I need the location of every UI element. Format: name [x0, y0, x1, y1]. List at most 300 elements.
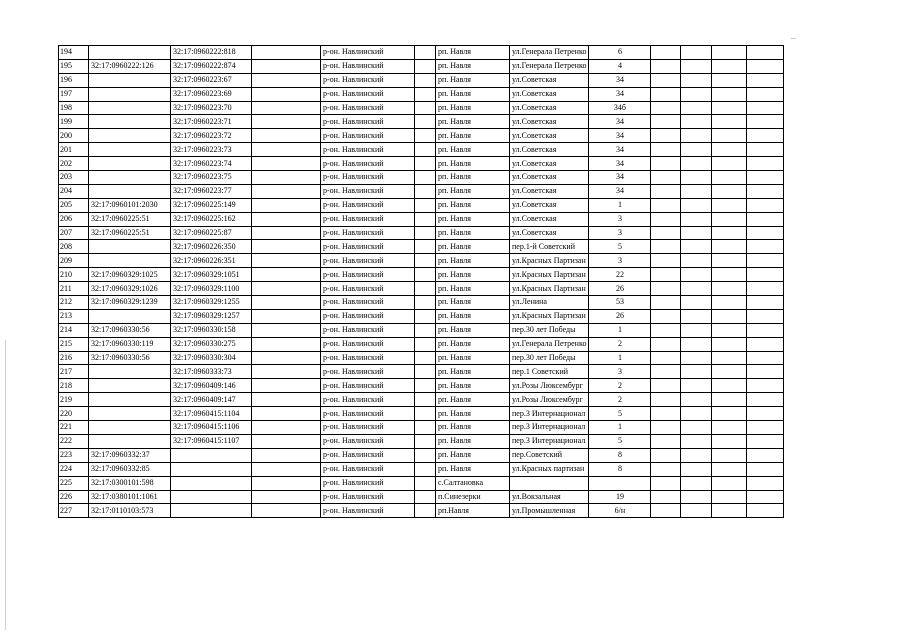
table-row: [59, 115, 784, 129]
empty-cell: [712, 115, 747, 129]
row-number-cell: 224: [59, 462, 89, 476]
row-number-cell: 205: [59, 198, 89, 212]
district-cell: р-он. Навлинский: [321, 407, 415, 421]
district-cell: р-он. Навлинский: [321, 351, 415, 365]
cadastral-number-new-cell: 32:17:0960226:350: [171, 240, 252, 254]
empty-cell: [415, 504, 436, 518]
street-cell: ул.Советская: [510, 171, 589, 185]
empty-cell: [252, 46, 321, 60]
settlement-cell: с.Салтановка: [436, 476, 510, 490]
cadastral-number-cell: [89, 309, 171, 323]
cadastral-number-new-cell: [171, 448, 252, 462]
empty-cell: [651, 240, 681, 254]
empty-cell: [712, 490, 747, 504]
empty-cell: [747, 365, 784, 379]
empty-cell: [747, 296, 784, 310]
district-cell: р-он. Навлинский: [321, 337, 415, 351]
empty-cell: [681, 351, 712, 365]
empty-cell: [651, 171, 681, 185]
empty-cell: [252, 476, 321, 490]
empty-cell: [252, 296, 321, 310]
row-number-cell: 227: [59, 504, 89, 518]
district-cell: р-он. Навлинский: [321, 504, 415, 518]
table-row: [59, 323, 784, 337]
empty-cell: [651, 379, 681, 393]
cadastral-number-new-cell: 32:17:0960225:149: [171, 198, 252, 212]
row-number-cell: 201: [59, 143, 89, 157]
house-number-cell: 19: [589, 490, 651, 504]
cadastral-number-new-cell: 32:17:0960409:146: [171, 379, 252, 393]
empty-cell: [712, 421, 747, 435]
empty-cell: [252, 254, 321, 268]
settlement-cell: рп. Навля: [436, 115, 510, 129]
house-number-cell: 5: [589, 240, 651, 254]
table-row: [59, 476, 784, 490]
house-number-cell: 22: [589, 268, 651, 282]
table-row: [59, 101, 784, 115]
cadastral-number-cell: 32:17:0960332:37: [89, 448, 171, 462]
street-cell: ул.Советская: [510, 101, 589, 115]
empty-cell: [651, 212, 681, 226]
cadastral-number-cell: [89, 407, 171, 421]
settlement-cell: рп. Навля: [436, 73, 510, 87]
empty-cell: [252, 143, 321, 157]
street-cell: ул.Красных Партизан: [510, 309, 589, 323]
district-cell: р-он. Навлинский: [321, 240, 415, 254]
empty-cell: [651, 59, 681, 73]
empty-cell: [747, 129, 784, 143]
house-number-cell: 5: [589, 434, 651, 448]
table-row: [59, 379, 784, 393]
street-cell: ул.Советская: [510, 115, 589, 129]
row-number-cell: 197: [59, 87, 89, 101]
empty-cell: [681, 143, 712, 157]
settlement-cell: рп. Навля: [436, 157, 510, 171]
row-number-cell: 226: [59, 490, 89, 504]
table-row: [59, 143, 784, 157]
settlement-cell: рп. Навля: [436, 46, 510, 60]
empty-cell: [681, 198, 712, 212]
house-number-cell: 34: [589, 73, 651, 87]
cadastral-number-new-cell: 32:17:0960223:75: [171, 171, 252, 185]
street-cell: ул.Генерала Петренко: [510, 46, 589, 60]
row-number-cell: 211: [59, 282, 89, 296]
empty-cell: [651, 504, 681, 518]
cadastral-number-cell: [89, 157, 171, 171]
empty-cell: [415, 337, 436, 351]
empty-cell: [415, 254, 436, 268]
settlement-cell: рп. Навля: [436, 212, 510, 226]
cadastral-number-new-cell: 32:17:0960225:162: [171, 212, 252, 226]
empty-cell: [712, 198, 747, 212]
empty-cell: [747, 448, 784, 462]
house-number-cell: 53: [589, 296, 651, 310]
table-row: [59, 448, 784, 462]
house-number-cell: [589, 476, 651, 490]
empty-cell: [415, 296, 436, 310]
house-number-cell: 34б: [589, 101, 651, 115]
empty-cell: [651, 87, 681, 101]
empty-cell: [712, 379, 747, 393]
row-number-cell: 203: [59, 171, 89, 185]
empty-cell: [252, 323, 321, 337]
empty-cell: [712, 476, 747, 490]
cadastral-number-new-cell: 32:17:0960223:70: [171, 101, 252, 115]
empty-cell: [415, 268, 436, 282]
district-cell: р-он. Навлинский: [321, 129, 415, 143]
house-number-cell: 34: [589, 157, 651, 171]
cadastral-number-cell: [89, 184, 171, 198]
empty-cell: [651, 184, 681, 198]
empty-cell: [681, 282, 712, 296]
empty-cell: [681, 296, 712, 310]
empty-cell: [415, 184, 436, 198]
empty-cell: [415, 351, 436, 365]
street-cell: пер.1-й Советский: [510, 240, 589, 254]
empty-cell: [712, 59, 747, 73]
row-number-cell: 219: [59, 393, 89, 407]
empty-cell: [415, 448, 436, 462]
cadastral-number-new-cell: [171, 476, 252, 490]
district-cell: р-он. Навлинский: [321, 379, 415, 393]
cadastral-number-new-cell: 32:17:0960223:73: [171, 143, 252, 157]
street-cell: ул.Вокзальная: [510, 490, 589, 504]
empty-cell: [681, 309, 712, 323]
empty-cell: [747, 198, 784, 212]
empty-cell: [712, 143, 747, 157]
empty-cell: [747, 421, 784, 435]
empty-cell: [651, 462, 681, 476]
cadastral-number-cell: [89, 171, 171, 185]
cadastral-number-new-cell: 32:17:0960226:351: [171, 254, 252, 268]
district-cell: р-он. Навлинский: [321, 296, 415, 310]
cadastral-number-cell: 32:17:0110103:573: [89, 504, 171, 518]
settlement-cell: рп. Навля: [436, 226, 510, 240]
cadastral-number-cell: 32:17:0960101:2030: [89, 198, 171, 212]
empty-cell: [415, 101, 436, 115]
empty-cell: [681, 476, 712, 490]
empty-cell: [252, 393, 321, 407]
street-cell: ул.Красных Партизан: [510, 268, 589, 282]
table-row: [59, 434, 784, 448]
cadastral-number-new-cell: 32:17:0960223:77: [171, 184, 252, 198]
empty-cell: [651, 393, 681, 407]
empty-cell: [712, 268, 747, 282]
table-row: [59, 73, 784, 87]
empty-cell: [747, 504, 784, 518]
row-number-cell: 212: [59, 296, 89, 310]
cadastral-number-new-cell: 32:17:0960329:1100: [171, 282, 252, 296]
row-number-cell: 217: [59, 365, 89, 379]
empty-cell: [681, 393, 712, 407]
row-number-cell: 200: [59, 129, 89, 143]
empty-cell: [681, 337, 712, 351]
cadastral-number-cell: [89, 379, 171, 393]
street-cell: ул.Красных Партизан: [510, 254, 589, 268]
cadastral-number-cell: [89, 143, 171, 157]
empty-cell: [252, 115, 321, 129]
cadastral-number-cell: [89, 434, 171, 448]
cadastral-number-new-cell: 32:17:0960223:69: [171, 87, 252, 101]
empty-cell: [651, 254, 681, 268]
empty-cell: [747, 115, 784, 129]
empty-cell: [747, 171, 784, 185]
district-cell: р-он. Навлинский: [321, 282, 415, 296]
empty-cell: [712, 212, 747, 226]
empty-cell: [712, 171, 747, 185]
district-cell: р-он. Навлинский: [321, 254, 415, 268]
row-number-cell: 195: [59, 59, 89, 73]
empty-cell: [651, 448, 681, 462]
empty-cell: [651, 73, 681, 87]
house-number-cell: 1: [589, 198, 651, 212]
house-number-cell: 4: [589, 59, 651, 73]
row-number-cell: 209: [59, 254, 89, 268]
empty-cell: [651, 268, 681, 282]
empty-cell: [415, 46, 436, 60]
empty-cell: [681, 240, 712, 254]
street-cell: пер.Советский: [510, 448, 589, 462]
table-row: [59, 282, 784, 296]
empty-cell: [252, 309, 321, 323]
district-cell: р-он. Навлинский: [321, 184, 415, 198]
empty-cell: [415, 157, 436, 171]
house-number-cell: 1: [589, 351, 651, 365]
empty-cell: [252, 226, 321, 240]
street-cell: ул.Советская: [510, 198, 589, 212]
row-number-cell: 198: [59, 101, 89, 115]
empty-cell: [415, 59, 436, 73]
empty-cell: [681, 379, 712, 393]
empty-cell: [415, 143, 436, 157]
empty-cell: [252, 282, 321, 296]
empty-cell: [712, 504, 747, 518]
empty-cell: [252, 240, 321, 254]
house-number-cell: 34: [589, 87, 651, 101]
settlement-cell: рп. Навля: [436, 198, 510, 212]
land-plot-table: [58, 45, 784, 518]
empty-cell: [415, 323, 436, 337]
street-cell: ул.Советская: [510, 129, 589, 143]
house-number-cell: 3: [589, 212, 651, 226]
street-cell: ул.Советская: [510, 157, 589, 171]
empty-cell: [252, 462, 321, 476]
cadastral-number-new-cell: 32:17:0960329:1255: [171, 296, 252, 310]
table-row: [59, 490, 784, 504]
table-row: [59, 504, 784, 518]
house-number-cell: 2: [589, 337, 651, 351]
empty-cell: [747, 268, 784, 282]
empty-cell: [415, 282, 436, 296]
empty-cell: [252, 337, 321, 351]
empty-cell: [415, 115, 436, 129]
settlement-cell: рп. Навля: [436, 448, 510, 462]
house-number-cell: 8: [589, 448, 651, 462]
row-number-cell: 216: [59, 351, 89, 365]
street-cell: ул.Красных партизан: [510, 462, 589, 476]
row-number-cell: 196: [59, 73, 89, 87]
row-number-cell: 222: [59, 434, 89, 448]
empty-cell: [651, 490, 681, 504]
table-row: [59, 226, 784, 240]
empty-cell: [415, 434, 436, 448]
table-row: [59, 421, 784, 435]
empty-cell: [415, 129, 436, 143]
empty-cell: [681, 421, 712, 435]
empty-cell: [651, 226, 681, 240]
settlement-cell: рп. Навля: [436, 351, 510, 365]
empty-cell: [415, 421, 436, 435]
empty-cell: [747, 184, 784, 198]
empty-cell: [712, 296, 747, 310]
empty-cell: [712, 157, 747, 171]
empty-cell: [681, 212, 712, 226]
settlement-cell: рп. Навля: [436, 462, 510, 476]
cadastral-number-cell: [89, 101, 171, 115]
empty-cell: [747, 157, 784, 171]
house-number-cell: 2: [589, 393, 651, 407]
empty-cell: [252, 421, 321, 435]
empty-cell: [651, 129, 681, 143]
row-number-cell: 208: [59, 240, 89, 254]
empty-cell: [415, 462, 436, 476]
empty-cell: [747, 379, 784, 393]
empty-cell: [252, 268, 321, 282]
empty-cell: [712, 240, 747, 254]
empty-cell: [681, 490, 712, 504]
house-number-cell: 26: [589, 309, 651, 323]
row-number-cell: 210: [59, 268, 89, 282]
table-row: [59, 157, 784, 171]
street-cell: пер.1 Советский: [510, 365, 589, 379]
empty-cell: [712, 323, 747, 337]
empty-cell: [415, 212, 436, 226]
street-cell: пер.3 Интернационал: [510, 407, 589, 421]
table-row: [59, 462, 784, 476]
settlement-cell: рп. Навля: [436, 240, 510, 254]
table-row: [59, 59, 784, 73]
settlement-cell: рп.Навля: [436, 504, 510, 518]
empty-cell: [681, 434, 712, 448]
table-row: [59, 184, 784, 198]
street-cell: ул.Советская: [510, 184, 589, 198]
house-number-cell: 34: [589, 184, 651, 198]
district-cell: р-он. Навлинский: [321, 393, 415, 407]
empty-cell: [681, 407, 712, 421]
empty-cell: [681, 462, 712, 476]
empty-cell: [747, 476, 784, 490]
empty-cell: [712, 73, 747, 87]
cadastral-number-cell: [89, 254, 171, 268]
street-cell: ул.Генерала Петренко: [510, 337, 589, 351]
empty-cell: [252, 59, 321, 73]
street-cell: ул.Розы Люксембург: [510, 379, 589, 393]
house-number-cell: 34: [589, 171, 651, 185]
table-row: [59, 171, 784, 185]
empty-cell: [415, 73, 436, 87]
empty-cell: [651, 351, 681, 365]
empty-cell: [252, 101, 321, 115]
district-cell: р-он. Навлинский: [321, 101, 415, 115]
district-cell: р-он. Навлинский: [321, 434, 415, 448]
empty-cell: [712, 462, 747, 476]
empty-cell: [681, 323, 712, 337]
empty-cell: [712, 46, 747, 60]
empty-cell: [712, 226, 747, 240]
cadastral-number-new-cell: 32:17:0960415:1107: [171, 434, 252, 448]
empty-cell: [681, 226, 712, 240]
district-cell: р-он. Навлинский: [321, 421, 415, 435]
empty-cell: [712, 282, 747, 296]
empty-cell: [681, 254, 712, 268]
empty-cell: [681, 46, 712, 60]
empty-cell: [415, 365, 436, 379]
district-cell: р-он. Навлинский: [321, 309, 415, 323]
empty-cell: [252, 171, 321, 185]
cadastral-number-new-cell: 32:17:0960330:275: [171, 337, 252, 351]
cadastral-number-cell: [89, 129, 171, 143]
empty-cell: [252, 73, 321, 87]
settlement-cell: рп. Навля: [436, 87, 510, 101]
table-row: [59, 268, 784, 282]
empty-cell: [415, 226, 436, 240]
cadastral-number-new-cell: 32:17:0960415:1104: [171, 407, 252, 421]
cadastral-number-new-cell: 32:17:0960223:67: [171, 73, 252, 87]
cadastral-number-cell: [89, 73, 171, 87]
empty-cell: [651, 115, 681, 129]
empty-cell: [651, 198, 681, 212]
empty-cell: [747, 407, 784, 421]
empty-cell: [415, 407, 436, 421]
row-number-cell: 214: [59, 323, 89, 337]
table-row: [59, 240, 784, 254]
row-number-cell: 223: [59, 448, 89, 462]
cadastral-number-cell: 32:17:0960222:126: [89, 59, 171, 73]
street-cell: ул.Ленина: [510, 296, 589, 310]
cadastral-number-new-cell: 32:17:0960225:87: [171, 226, 252, 240]
street-cell: ул.Советская: [510, 87, 589, 101]
empty-cell: [651, 337, 681, 351]
cadastral-number-new-cell: 32:17:0960223:71: [171, 115, 252, 129]
district-cell: р-он. Навлинский: [321, 59, 415, 73]
house-number-cell: 6/н: [589, 504, 651, 518]
house-number-cell: 3: [589, 226, 651, 240]
empty-cell: [747, 309, 784, 323]
house-number-cell: 1: [589, 421, 651, 435]
empty-cell: [712, 309, 747, 323]
empty-cell: [681, 268, 712, 282]
empty-cell: [681, 184, 712, 198]
empty-cell: [651, 421, 681, 435]
scan-margin-line: [5, 340, 6, 630]
empty-cell: [415, 240, 436, 254]
street-cell: ул.Розы Люксембург: [510, 393, 589, 407]
street-cell: ул.Промышленная: [510, 504, 589, 518]
cadastral-number-cell: 32:17:0960225:51: [89, 226, 171, 240]
row-number-cell: 207: [59, 226, 89, 240]
empty-cell: [651, 143, 681, 157]
settlement-cell: рп. Навля: [436, 282, 510, 296]
empty-cell: [681, 101, 712, 115]
table-row: [59, 365, 784, 379]
empty-cell: [712, 434, 747, 448]
district-cell: р-он. Навлинский: [321, 448, 415, 462]
district-cell: р-он. Навлинский: [321, 476, 415, 490]
empty-cell: [415, 393, 436, 407]
cadastral-number-cell: 32:17:0380101:1061: [89, 490, 171, 504]
cadastral-number-new-cell: 32:17:0960222:818: [171, 46, 252, 60]
empty-cell: [415, 476, 436, 490]
